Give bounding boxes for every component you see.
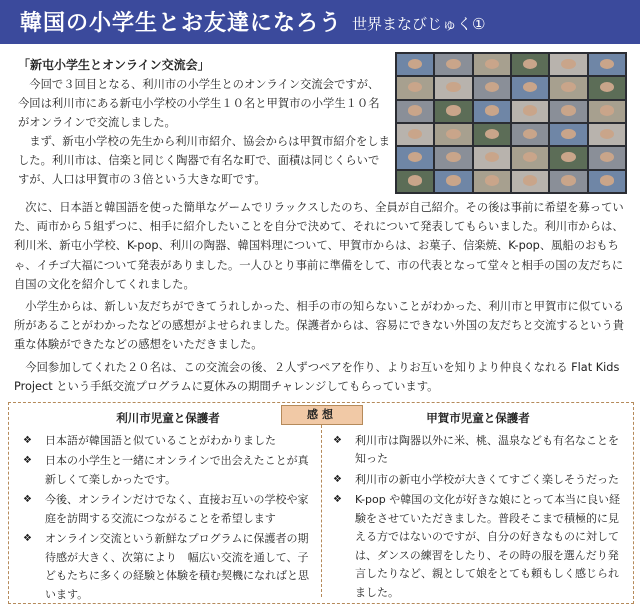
body-paragraph-2: 小学生からは、新しい友だちができてうれしかった、相手の市の知らないことがわかった、利川市と甲賀市に似ている所があることがわかったなどの感想がよせられました。保護者からは、容易にできない外国の友だちと交流するという貴重な体験ができたなどの感想をいただきました。 bbox=[14, 300, 625, 352]
body-paragraph-1: 次に、日本語と韓国語を使った簡単なゲームでリラックスしたのち、全員が自己紹介。その後は事前に希望を募っていた、両市から５組ずつに、相手に紹介したいことを自分で決めて、それについて発表してもらいました。利川市からは、利川米、新屯小学校、K-pop、利川の陶器、韓国料理について、甲賀市からは、お菓子、信楽焼、K-pop、風船のおもちゃ、イチゴ大福について発表がありました。一人ひとり事前に準備をして、市の代表となって堂々と相手の国の友だちに自国の文化を紹介してくれました。 bbox=[14, 201, 624, 291]
impressions-box bbox=[8, 402, 634, 604]
body-paragraph-3: 今回参加してくれた２０名は、この交流会の後、２人ずつペアを作り、よりお互いを知りより仲良くなれる Flat Kids Project という手紙交流プログラムに夏休みの期間チャレンジしてもらっています。 bbox=[14, 360, 620, 393]
series-label: 世界まなびじゅく① bbox=[352, 15, 486, 33]
list-item: ❖ オンライン交流という新鮮なプログラムに保護者の期待感が大きく、次第により 幅広い交流を通して、子どもたちに多くの経験と体験を積む契機になればと思います。 bbox=[23, 530, 313, 604]
intro-paragraph-1: 今回で３回目となる、利川市の小学生とのオンライン交流会ですが、今回は利川市にある新屯小学校の小学生１０名と甲賀市の小学生１０名がオンラインで交流しました。 bbox=[18, 78, 380, 129]
page-title: 韓国の小学生とお友達になろう bbox=[20, 11, 343, 36]
icheon-impressions-column bbox=[23, 409, 313, 606]
section-heading: 「新屯小学生とオンライン交流会」 bbox=[18, 58, 210, 72]
list-item: ❖ 日本語が韓国語と似ていることがわかりました bbox=[23, 432, 313, 451]
column-heading: 甲賀市児童と保護者 bbox=[426, 411, 530, 425]
intro-section bbox=[18, 56, 390, 189]
column-heading: 利川市児童と保護者 bbox=[116, 411, 220, 425]
video-conference-photo bbox=[395, 52, 627, 194]
list-item: ❖ 利川市は陶器以外に米、桃、温泉なども有名なことを知った bbox=[333, 432, 623, 469]
list-item: ❖ K-pop や韓国の文化が好きな娘にとって本当に良い経験をさせていただきました。普段そこまで積極的に見える方ではないのですが、自分の好きなものに対しては、ダンスの練習をしたり、その時の服を選んだり発言したりなど、親として娘をとても頼もしく感じられました。 bbox=[333, 491, 623, 602]
body-section bbox=[14, 198, 628, 396]
list-item: ❖ 今後、オンラインだけでなく、直接お互いの学校や家庭を訪問する交流につながることを希望します bbox=[23, 491, 313, 528]
list-item: ❖ 利川市の新屯小学校が大きくてすごく楽しそうだった bbox=[333, 471, 623, 490]
impressions-badge: 感想 bbox=[281, 405, 363, 425]
koka-impressions-column bbox=[333, 409, 623, 604]
list-item: ❖ 日本の小学生と一緒にオンラインで出会えたことが真新しくて楽しかったです。 bbox=[23, 452, 313, 489]
header-banner bbox=[0, 0, 640, 44]
column-divider bbox=[321, 425, 322, 597]
intro-paragraph-2: まず、新屯小学校の先生から利川市紹介、協会からは甲賀市紹介をしました。利川市は、信楽と同じく陶器で有名な町で、面積は同じくらいですが、人口は甲賀市の３倍という大きな町です。 bbox=[18, 135, 390, 186]
